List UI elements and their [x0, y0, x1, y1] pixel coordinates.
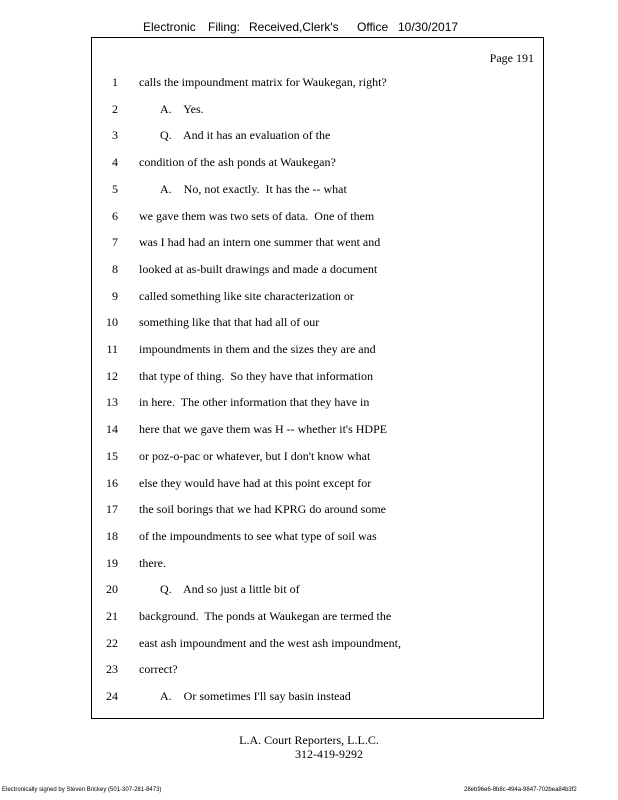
line-number: 22: [106, 635, 118, 650]
line-text: A. Yes.: [160, 101, 204, 116]
line-text: background. The ponds at Waukegan are termed the: [139, 609, 392, 623]
transcript-page: [91, 37, 544, 719]
transcript-line: [92, 529, 543, 547]
transcript-line: [92, 689, 543, 707]
line-text: Q. And so just a little bit of: [160, 582, 300, 597]
header-received: Received,Clerk's: [249, 20, 339, 34]
transcript-line: [92, 342, 543, 360]
line-number: 23: [106, 662, 118, 677]
line-text: A. Or sometimes I'll say basin instead: [160, 689, 351, 704]
line-number: 10: [106, 315, 118, 330]
line-number: 16: [106, 475, 118, 490]
transcript-line: [92, 315, 543, 333]
document-hash: 28eb96e6-8b8c-494a-9847-702bea84b3f2: [464, 787, 577, 793]
transcript-line: [92, 75, 543, 93]
line-number: 8: [112, 261, 118, 276]
line-text: of the impoundments to see what type of soil was: [139, 528, 377, 543]
page-number: Page 191: [489, 51, 534, 65]
line-text: looked at as-built drawings and made a document: [139, 261, 378, 276]
line-text: or poz-o-pac or whatever, but I don't know what: [139, 448, 371, 463]
transcript-line: [92, 289, 543, 307]
filing-header: [0, 20, 618, 38]
line-text: Q. And it has an evaluation of the: [160, 128, 331, 143]
header-filing: Filing:: [208, 20, 241, 34]
signature-note: Electronically signed by Steven Brickey (501-307-281-8473): [2, 787, 162, 793]
transcript-line: [92, 155, 543, 173]
line-number: 5: [112, 181, 118, 196]
line-number: 15: [106, 448, 118, 463]
transcript-line: [92, 128, 543, 146]
transcript-line: [92, 209, 543, 227]
line-text: something like that that had all of our: [139, 315, 320, 330]
line-number: 6: [112, 208, 118, 223]
line-number: 1: [112, 75, 118, 89]
line-text: east ash impoundment and the west ash impoundment,: [139, 635, 401, 650]
line-text: correct?: [139, 662, 178, 677]
line-text: in here. The other information that they have in: [139, 395, 370, 410]
transcript-line: [92, 369, 543, 387]
transcript-line: [92, 182, 543, 200]
line-number: 24: [106, 689, 118, 704]
line-text: we gave them was two sets of data. One of them: [139, 208, 375, 223]
transcript-line: [92, 636, 543, 654]
transcript-line: [92, 476, 543, 494]
transcript-line: [92, 235, 543, 253]
line-text: the soil borings that we had KPRG do around some: [139, 502, 386, 517]
line-text: called something like site characterization or: [139, 288, 354, 303]
line-number: 2: [112, 101, 118, 116]
transcript-line: [92, 102, 543, 120]
transcript-line: [92, 262, 543, 280]
line-text: here that we gave them was H -- whether it's HDPE: [139, 422, 388, 437]
reporter-phone: 312-419-9292: [295, 747, 363, 761]
header-electronic: Electronic: [143, 20, 196, 34]
transcript-line: [92, 395, 543, 413]
line-number: 18: [106, 528, 118, 543]
line-text: condition of the ash ponds at Waukegan?: [139, 155, 336, 170]
transcript-line: [92, 502, 543, 520]
line-number: 17: [106, 502, 118, 517]
line-number: 9: [112, 288, 118, 303]
line-number: 4: [112, 155, 118, 170]
transcript-line: [92, 449, 543, 467]
transcript-line: [92, 422, 543, 440]
line-text: that type of thing. So they have that information: [139, 368, 373, 383]
line-text: A. No, not exactly. It has the -- what: [160, 181, 347, 196]
reporter-block: [0, 733, 618, 761]
line-text: calls the impoundment matrix for Waukegan, right?: [139, 75, 387, 89]
line-number: 7: [112, 235, 118, 250]
line-number: 19: [106, 555, 118, 570]
line-number: 12: [106, 368, 118, 383]
header-office: Office: [357, 20, 389, 34]
line-number: 3: [112, 128, 118, 143]
line-text: else they would have had at this point except for: [139, 475, 372, 490]
line-number: 13: [106, 395, 118, 410]
reporter-name: L.A. Court Reporters, L.L.C.: [239, 733, 379, 747]
line-text: impoundments in them and the sizes they are and: [139, 342, 376, 356]
transcript-line: [92, 582, 543, 600]
transcript-line: [92, 662, 543, 680]
line-number: 11: [106, 342, 118, 356]
line-number: 20: [106, 582, 118, 597]
transcript-line: [92, 556, 543, 574]
header-date: 10/30/2017: [398, 20, 459, 34]
line-number: 14: [106, 422, 118, 437]
transcript-line: [92, 609, 543, 627]
line-number: 21: [106, 609, 118, 623]
line-text: was I had had an intern one summer that went and: [139, 235, 381, 250]
line-text: there.: [139, 555, 166, 570]
